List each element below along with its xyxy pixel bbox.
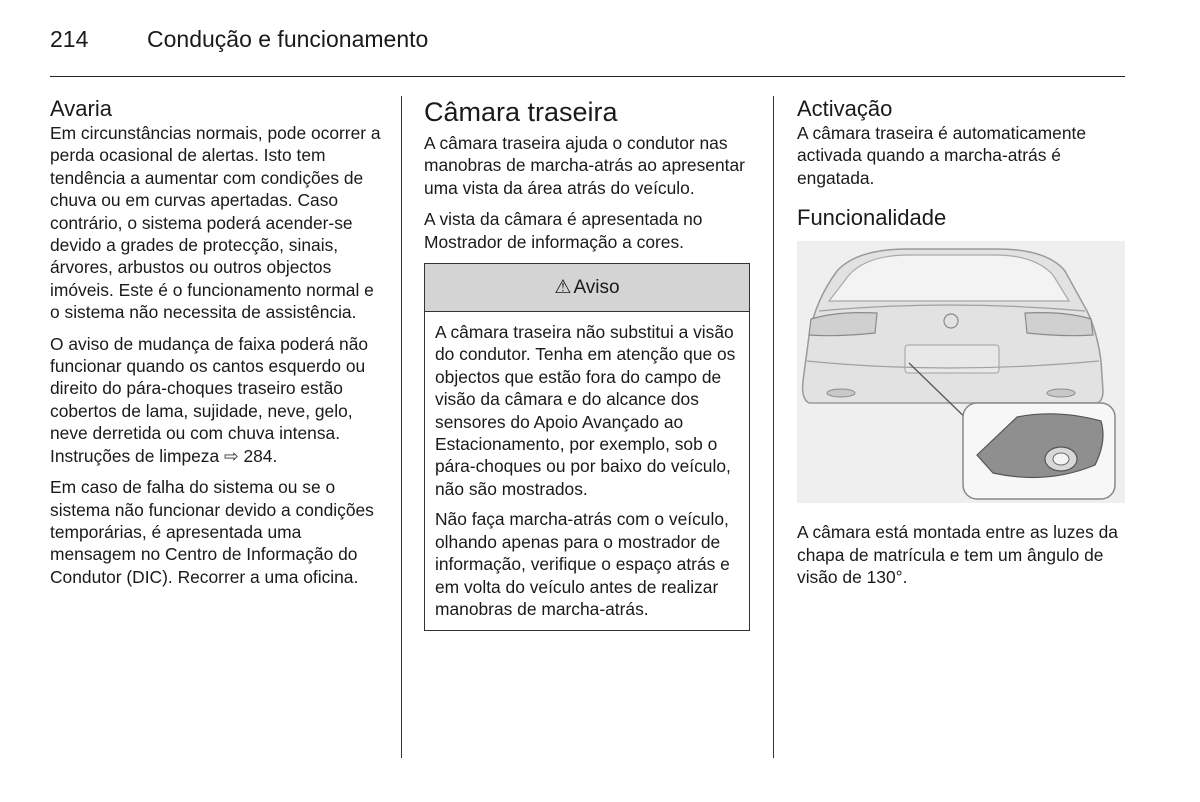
warning-paragraph: Não faça marcha-atrás com o veículo, olhando apenas para o mostrador de informação, verifique o espaço atrás e em volta do veículo antes de realizar manobras de marcha-atrás. xyxy=(435,509,730,619)
column-activacao xyxy=(797,96,1127,597)
section-heading-funcionalidade: Funcionalidade xyxy=(797,205,947,231)
page-number: 214 xyxy=(50,26,89,52)
paragraph: Em caso de falha do sistema ou se o sistema não funcionar devido a condições temporárias, é apresentada uma mensagem no Centro de Informação do Condutor (DIC). Recorrer a uma oficina. xyxy=(50,477,374,587)
page-header xyxy=(50,26,1125,77)
page-reference[interactable]: 284. xyxy=(243,445,278,466)
paragraph: Em circunstâncias normais, pode ocorrer a perda ocasional de alertas. Isto tem tendência a aumentar com condições de chuva ou em curvas apertadas. Caso contrário, o sistema poderá acender-se devido a grades de protecção, sinais, árvores, arbustos ou outros objectos imóveis. Este é o funcionamento normal e o sistema não necessita de assistência. xyxy=(50,123,381,323)
warning-header xyxy=(425,264,749,312)
warning-paragraph: A câmara traseira não substitui a visão do condutor. Tenha em atenção que os objectos que estão fora do campo de visão da câmara e do alcance dos sensores do Apoio Avançado ao Estacionamento, por exemplo, sob o pára-choques ou por baixo do veículo, não são mostrados. xyxy=(435,322,736,499)
car-rear-camera-image xyxy=(797,241,1125,503)
warning-box xyxy=(424,263,750,631)
warning-triangle-icon: ⚠ xyxy=(554,277,572,299)
column-divider xyxy=(773,96,774,758)
paragraph-text: O aviso de mudança de faixa poderá não funcionar quando os cantos esquerdo ou direito do pára-choques traseiro estão cobertos de lama, sujidade, neve, gelo, neve derretida ou com chuva intensa. Instruções de limpeza xyxy=(50,333,369,466)
warning-body xyxy=(425,312,749,630)
paragraph: A câmara está montada entre as luzes da chapa de matrícula e tem um ângulo de visão de 130°. xyxy=(797,522,1118,588)
warning-label: Aviso xyxy=(573,276,620,298)
rear-camera-illustration xyxy=(797,241,1125,503)
page-reference-arrow-icon: ⇨ xyxy=(224,445,239,466)
section-heading-avaria: Avaria xyxy=(50,96,112,121)
paragraph: A câmara traseira ajuda o condutor nas manobras de marcha-atrás ao apresentar uma vista da área atrás do veículo. xyxy=(424,133,745,198)
paragraph: A câmara traseira é automaticamente activada quando a marcha-atrás é engatada. xyxy=(797,123,1087,188)
column-camara-traseira xyxy=(424,96,754,631)
paragraph: A vista da câmara é apresentada no Mostrador de informação a cores. xyxy=(424,209,703,252)
section-title: Câmara traseira xyxy=(424,97,618,127)
column-avaria xyxy=(50,96,385,597)
column-divider xyxy=(401,96,402,758)
section-heading-activacao: Activação xyxy=(797,96,893,121)
paragraph xyxy=(50,333,385,467)
chapter-title: Condução e funcionamento xyxy=(147,26,429,52)
